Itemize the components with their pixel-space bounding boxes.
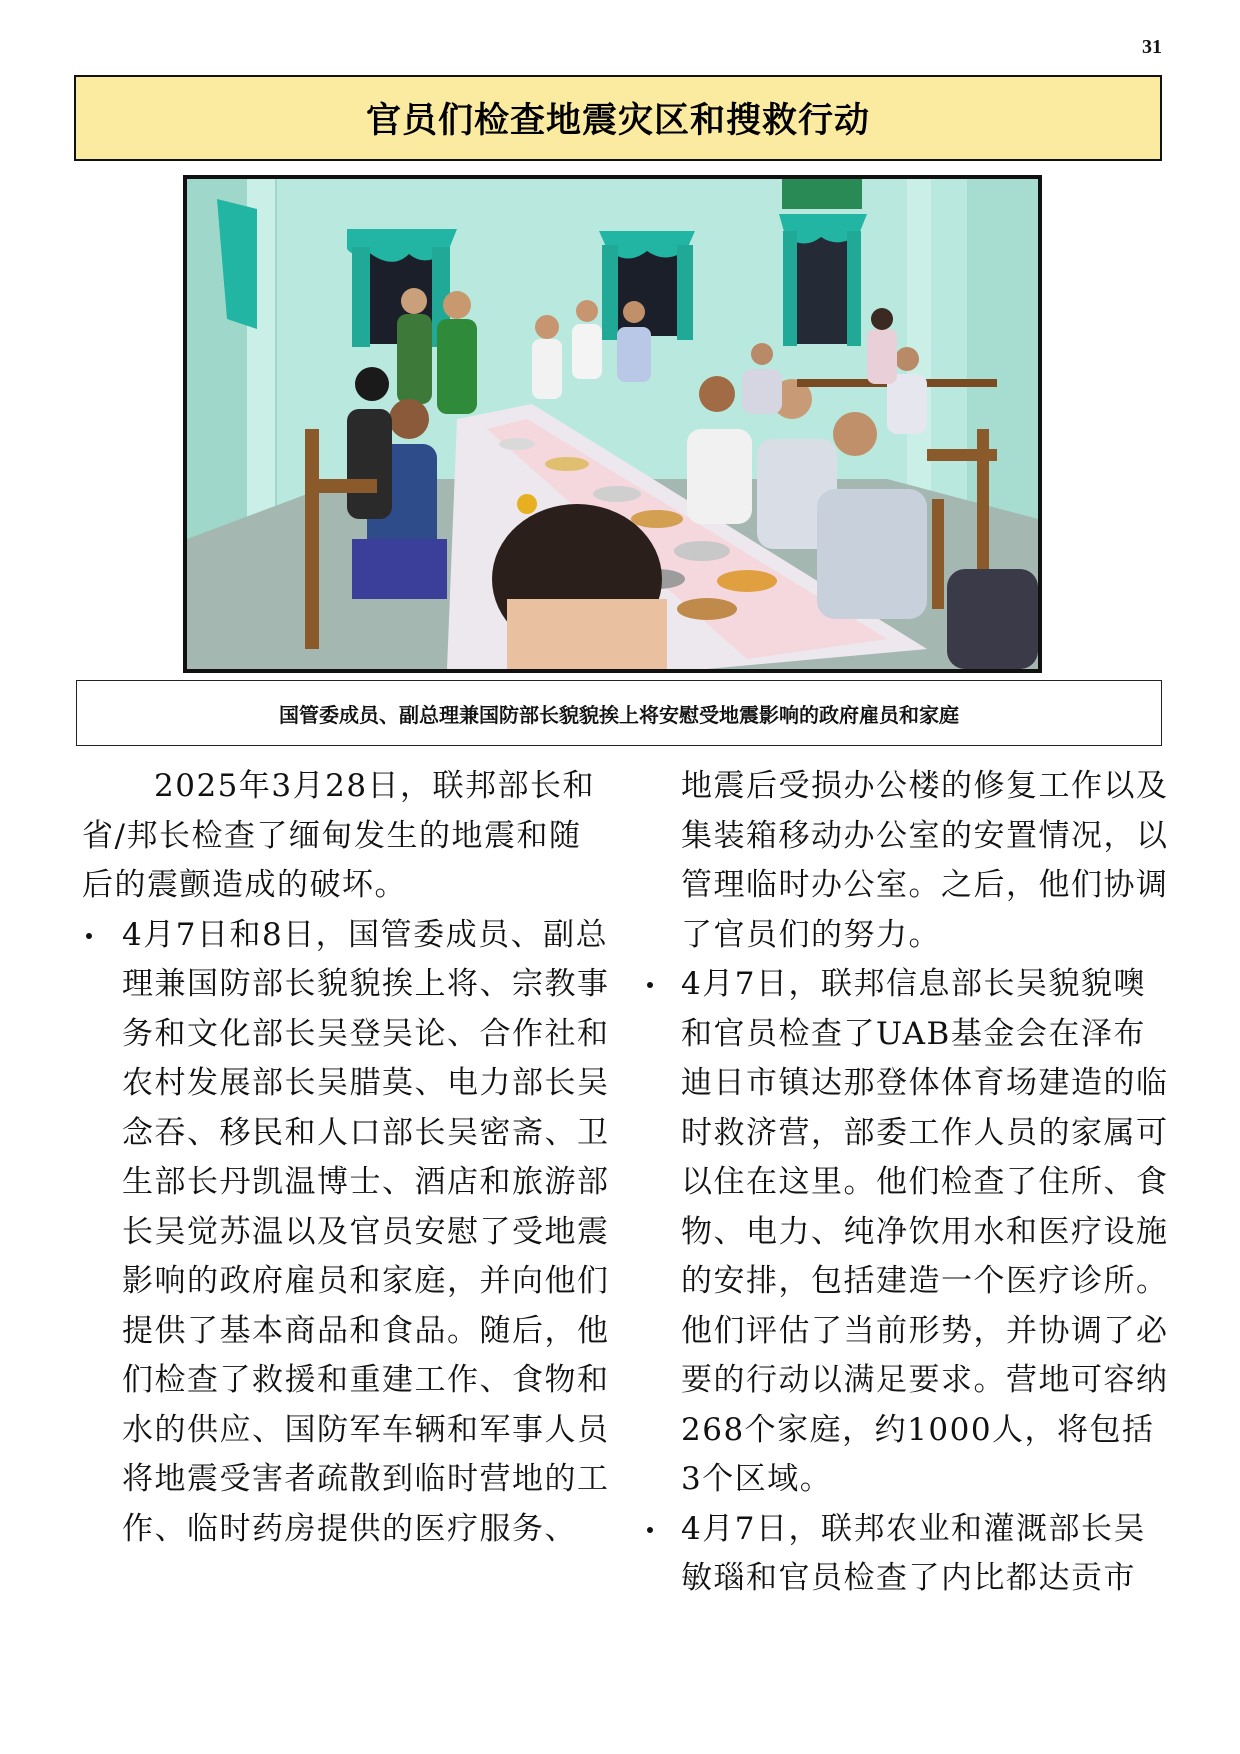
photo-caption-box [76,680,1162,746]
bullet-item: 4月7日和8日，国管委成员、副总理兼国防部长貌貌挨上将、宗教事务和文化部长吴登吴论、合作社和农村发展部长吴腊莫、电力部长吴念吞、移民和人口部长吴密斋、卫生部长丹凯温博士、酒店和旅游部长吴觉苏温以及官员安慰了受地震影响的政府雇员和家庭，并向他们提供了基本商品和食品。随后，他们检查了救援和重建工作、食物和水的供应、国防军车辆和军事人员将地震受害者疏散到临时营地的工作、临时药房提供的医疗服务、 [82,911,610,1555]
intro-paragraph: 2025年3月28日，联邦部长和省/邦长检查了缅甸发生的地震和随后的震颤造成的破坏。 [82,768,596,903]
photo-caption: 国管委成员、副总理兼国防部长貌貌挨上将安慰受地震影响的政府雇员和家庭 [279,702,959,727]
page-number: 31 [1142,36,1162,58]
right-column [645,762,1175,1604]
article-title-box [74,75,1162,161]
left-column [82,762,610,1554]
continuation-paragraph: 地震后受损办公楼的修复工作以及集装箱移动办公室的安置情况，以管理临时办公室。之后，他们协调了官员们的努力。 [681,768,1169,953]
bullet-list-right [645,960,1175,1604]
photo-dinner-hall-illustration [187,179,1038,669]
bullet-item: 4月7日，联邦信息部长吴貌貌噢和官员检查了UAB基金会在泽布迪日市镇达那登体体育场建造的临时救济营，部委工作人员的家属可以住在这里。他们检查了住所、食物、电力、纯净饮用水和医疗设施的安排，包括建造一个医疗诊所。他们评估了当前形势，并协调了必要的行动以满足要求。营地可容纳268个家庭，约1000人，将包括3个区域。 [645,960,1175,1505]
article-title: 官员们检查地震灾区和搜救行动 [365,101,870,141]
bullet-list-left [82,911,610,1555]
article-photo [183,175,1042,673]
bullet-item: 4月7日，联邦农业和灌溉部长吴敏瑙和官员检查了内比都达贡市 [645,1505,1175,1604]
